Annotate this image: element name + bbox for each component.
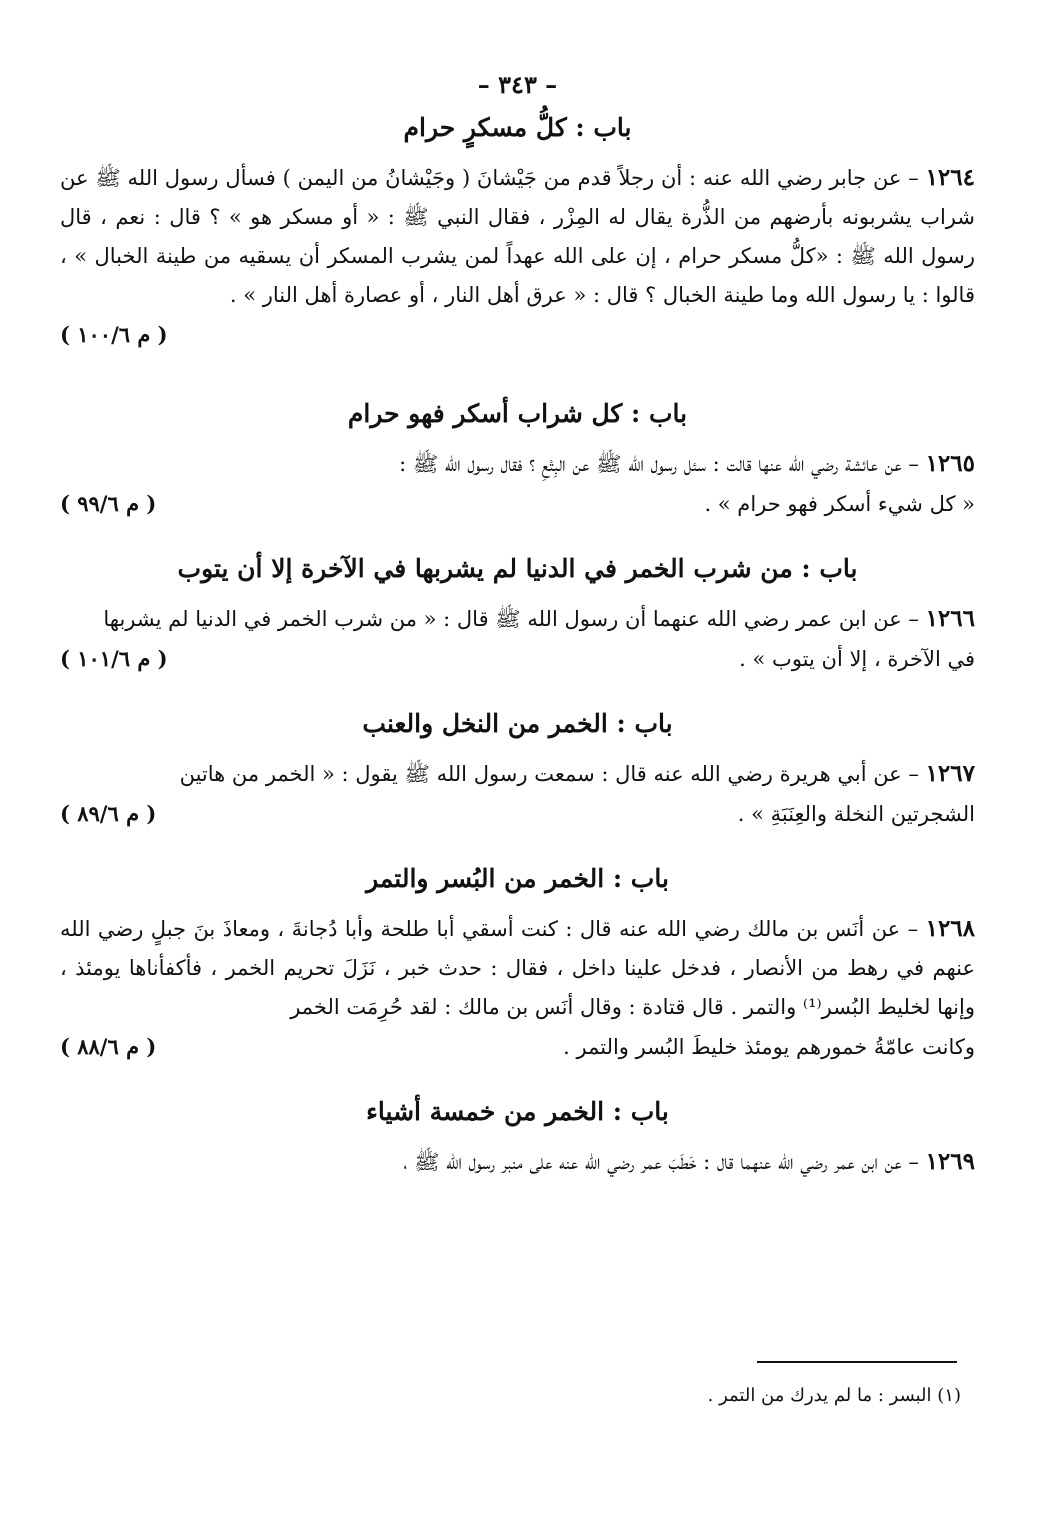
hadith-number: ١٢٦٥ bbox=[925, 450, 975, 477]
hadith-text-end: الشجرتين النخلة والعِنَبَةِ » . bbox=[737, 802, 975, 826]
source-reference: ( م ٩٩/٦ ) bbox=[60, 491, 157, 516]
hadith-number: ١٢٦٩ bbox=[925, 1148, 975, 1175]
chapter-title: باب : الخمر من النخل والعنب bbox=[362, 709, 673, 738]
hadith-last-line bbox=[60, 1027, 975, 1067]
source-reference: ( م ٨٩/٦ ) bbox=[60, 801, 157, 826]
hadith-text: – عن ابن عمر رضي الله عنهما قال : خَطَبَ عمر رضي الله عنه على منبر رسول الله ﷺ ، bbox=[403, 1150, 926, 1174]
chapter-title: باب : الخمر من خمسة أشياء bbox=[366, 1097, 669, 1126]
hadith-number: ١٢٦٤ bbox=[925, 164, 975, 191]
hadith-text: – عن أبي هريرة رضي الله عنه قال : سمعت رسول الله ﷺ يقول : « الخمر من هاتين bbox=[179, 762, 926, 786]
section-1264 bbox=[60, 113, 975, 355]
chapter-title: باب : كل شراب أسكر فهو حرام bbox=[347, 399, 688, 428]
hadith-1266 bbox=[60, 599, 975, 679]
hadith-text: – عن جابر رضي الله عنه : أن رجلاً قدم من جَيْشانَ ( وجَيْشانُ من اليمن ) فسأل رسول الله ﷺ عن شراب يشربونه بأرضهم من الذُّرة يقال له المِزْر ، فقال النبي ﷺ : « أو مسكر هو » ؟ قال : نعم ، قال رسول الله ﷺ : «كلُّ مسكر حرام ، إن على الله عهداً لمن يشرب المسكر أن يسقيه من طينة الخبال » ، قالوا : يا رسول الله وما طينة الخبال ؟ قال : « عرق أهل النار ، أو عصارة أهل النار » . bbox=[60, 166, 975, 307]
hadith-last-line bbox=[60, 484, 975, 524]
hadith-1269 bbox=[60, 1142, 975, 1182]
hadith-text-end: في الآخرة ، إلا أن يتوب » . bbox=[739, 647, 975, 671]
page-number: – ٣٤٣ – bbox=[477, 70, 558, 99]
hadith-text-end: وكانت عامّةُ خمورهم يومئذ خليطَ البُسر والتمر . bbox=[563, 1035, 975, 1059]
source-reference: ( م ٨٨/٦ ) bbox=[60, 1034, 157, 1059]
section-1265 bbox=[60, 399, 975, 524]
hadith-1265 bbox=[60, 444, 975, 524]
chapter-title: باب : الخمر من البُسر والتمر bbox=[366, 864, 669, 893]
hadith-1264 bbox=[60, 158, 975, 355]
hadith-number: ١٢٦٦ bbox=[925, 605, 975, 632]
hadith-last-line bbox=[60, 794, 975, 834]
section-1269 bbox=[60, 1097, 975, 1182]
source-reference: ( م ١٠١/٦ ) bbox=[60, 646, 168, 671]
hadith-text-end: « كل شيء أسكر فهو حرام » . bbox=[704, 492, 975, 516]
page bbox=[60, 70, 975, 1212]
section-1267 bbox=[60, 709, 975, 834]
footnote-divider bbox=[757, 1361, 957, 1363]
hadith-number: ١٢٦٧ bbox=[925, 760, 975, 787]
hadith-text: – عن أنَس بن مالك رضي الله عنه قال : كنت أسقي أبا طلحة وأبا دُجانةَ ، ومعاذَ بنَ جبلٍ رضي الله عنهم في رهط من الأنصار ، فدخل علينا داخل ، فقال : حدث خبر ، نَزَلَ تحريم الخمر ، فأكفأناها يومئذ ، وإنها لخليط البُسر⁽¹⁾ والتمر . قال قتادة : وقال أنَس بن مالك : لقد حُرِمَت الخمر bbox=[60, 917, 975, 1019]
chapter-title: باب : كلُّ مسكرٍ حرام bbox=[403, 113, 632, 142]
hadith-text: – عن عائشة رضي الله عنها قالت : سئل رسول الله ﷺ عن البِتْعِ ؟ فقال رسول الله ﷺ : bbox=[399, 452, 926, 476]
hadith-last-line bbox=[60, 639, 975, 679]
hadith-text: – عن ابن عمر رضي الله عنهما أن رسول الله ﷺ قال : « من شرب الخمر في الدنيا لم يشربها bbox=[103, 607, 926, 631]
chapter-title: باب : من شرب الخمر في الدنيا لم يشربها في الآخرة إلا أن يتوب bbox=[177, 554, 858, 583]
section-1266 bbox=[60, 554, 975, 679]
section-1268 bbox=[60, 864, 975, 1067]
hadith-number: ١٢٦٨ bbox=[925, 915, 976, 942]
hadith-1267 bbox=[60, 754, 975, 834]
source-reference: ( م ١٠٠/٦ ) bbox=[60, 322, 168, 347]
footnote: (١) البسر : ما لم يدرك من التمر . bbox=[707, 1385, 961, 1406]
hadith-1268 bbox=[60, 909, 975, 1067]
